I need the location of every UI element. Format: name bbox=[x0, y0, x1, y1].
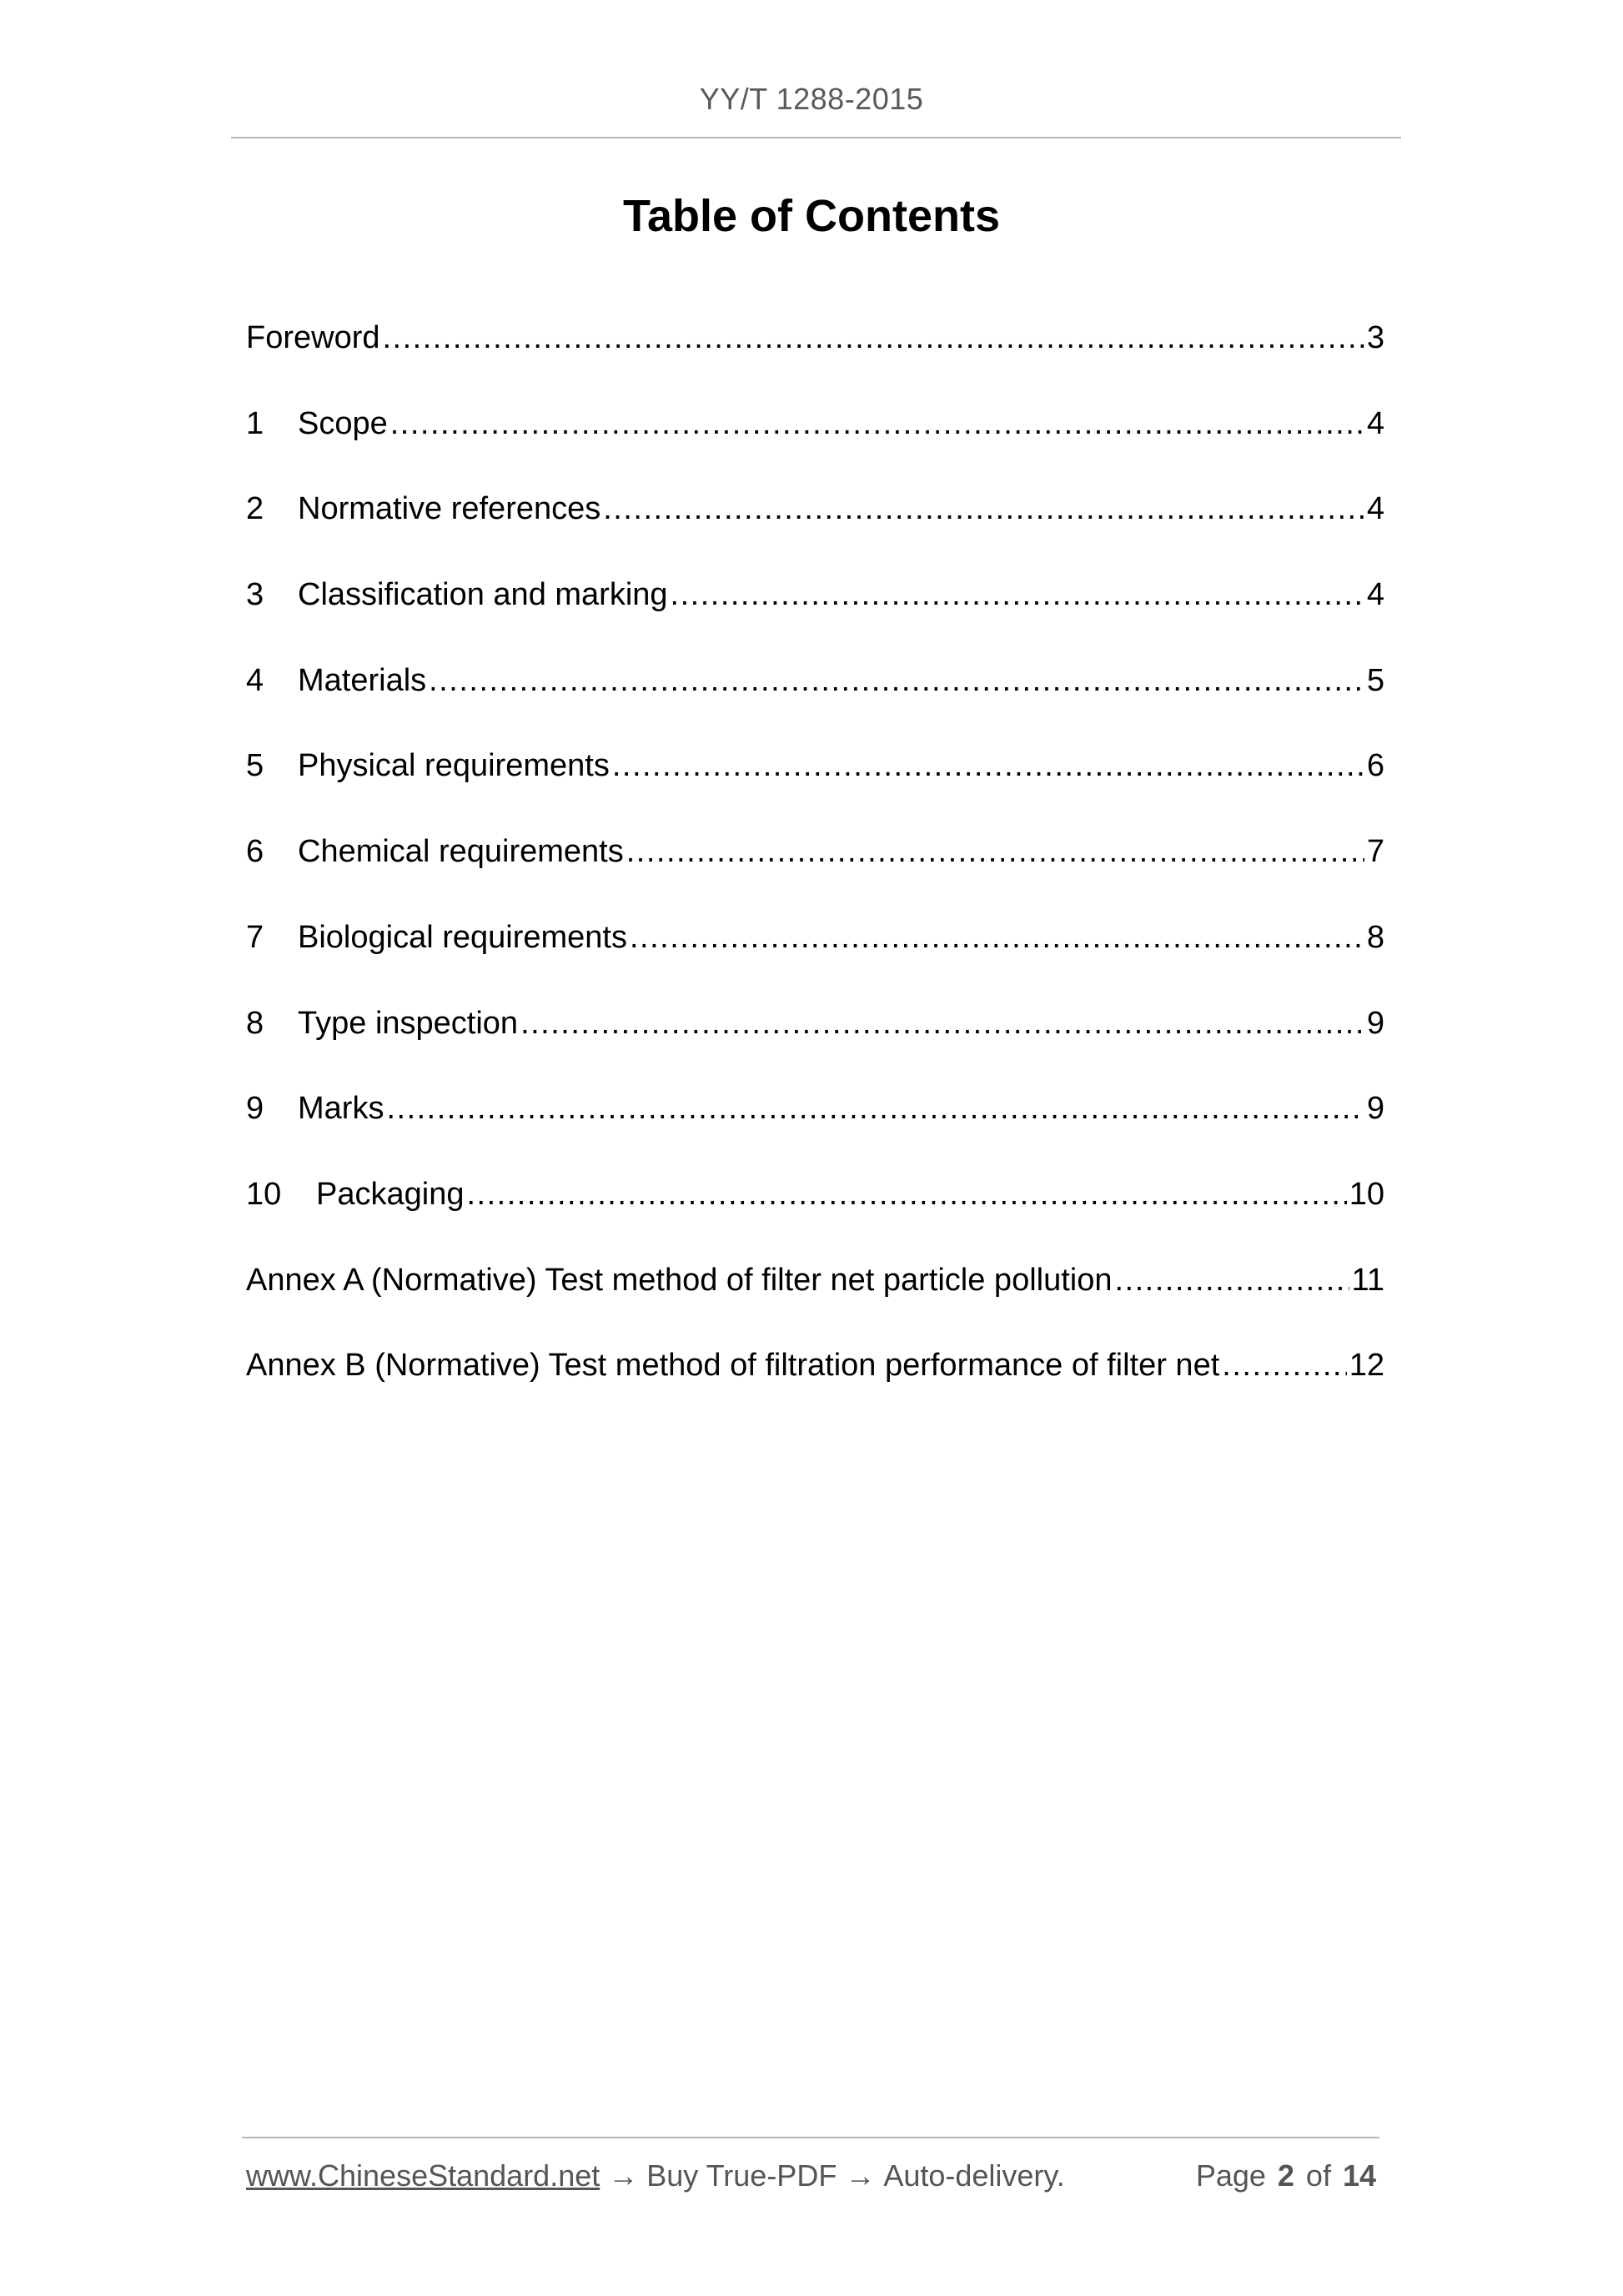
toc-leader-dots bbox=[603, 491, 1364, 527]
toc-leader-dots bbox=[390, 406, 1364, 442]
toc-entry-number: 3 bbox=[246, 577, 264, 613]
toc-entry-type-inspection[interactable] bbox=[246, 1006, 1384, 1092]
toc-leader-dots bbox=[466, 1177, 1346, 1213]
toc-entry-number: 2 bbox=[246, 491, 264, 527]
toc-entry-number: 9 bbox=[246, 1091, 264, 1127]
toc-entry-label: Type inspection bbox=[298, 1005, 519, 1041]
toc-entry-label: Materials bbox=[298, 662, 427, 698]
toc-entry-number: 1 bbox=[246, 405, 264, 441]
arrow-right-icon: → bbox=[845, 2158, 876, 2193]
toc-entry-page: 3 bbox=[1366, 320, 1384, 355]
website-link[interactable]: www.ChineseStandard.net bbox=[246, 2158, 600, 2193]
toc-entry-label: Annex B (Normative) Test method of filtration performance of filter net bbox=[246, 1348, 1220, 1384]
toc-leader-dots bbox=[383, 320, 1364, 356]
buy-text: Buy True-PDF bbox=[646, 2158, 837, 2193]
toc-entry-page: 12 bbox=[1349, 1348, 1384, 1384]
header-divider bbox=[231, 137, 1401, 138]
toc-leader-dots bbox=[1115, 1263, 1349, 1299]
toc-entry-page: 4 bbox=[1366, 405, 1384, 441]
toc-entry-label: Foreword bbox=[246, 320, 380, 355]
toc-leader-dots bbox=[520, 1006, 1364, 1042]
toc-entry-page: 4 bbox=[1366, 491, 1384, 527]
toc-leader-dots bbox=[630, 920, 1364, 956]
of-label: of bbox=[1305, 2158, 1331, 2193]
footer-promo bbox=[246, 2158, 1065, 2193]
toc-entry-normative-references[interactable] bbox=[246, 491, 1384, 577]
toc-entry-label: Classification and marking bbox=[298, 577, 668, 613]
toc-entry-page: 9 bbox=[1366, 1091, 1384, 1127]
toc-leader-dots bbox=[612, 748, 1364, 784]
toc-entry-number: 4 bbox=[246, 662, 264, 698]
toc-leader-dots bbox=[626, 834, 1364, 870]
toc-entry-page: 8 bbox=[1366, 919, 1384, 955]
toc-entry-chemical-requirements[interactable] bbox=[246, 834, 1384, 920]
toc-entry-page: 11 bbox=[1351, 1262, 1384, 1298]
delivery-text: Auto-delivery. bbox=[883, 2158, 1065, 2193]
toc-entry-biological-requirements[interactable] bbox=[246, 920, 1384, 1006]
footer-divider bbox=[242, 2137, 1379, 2138]
page-indicator bbox=[1196, 2158, 1376, 2193]
toc-entry-label: Physical requirements bbox=[298, 748, 610, 784]
toc-entry-page: 9 bbox=[1366, 1005, 1384, 1041]
toc-entry-packaging[interactable] bbox=[246, 1177, 1384, 1263]
toc-entry-annex-a[interactable] bbox=[246, 1263, 1384, 1349]
toc-entry-label: Biological requirements bbox=[298, 919, 627, 955]
document-code-header: YY/T 1288-2015 bbox=[699, 82, 924, 116]
toc-entry-number: 6 bbox=[246, 834, 264, 870]
arrow-right-icon: → bbox=[608, 2158, 639, 2193]
toc-entry-label: Normative references bbox=[298, 491, 601, 527]
toc-entry-number: 5 bbox=[246, 748, 264, 784]
toc-entry-materials[interactable] bbox=[246, 663, 1384, 749]
page-footer bbox=[246, 2158, 1376, 2193]
toc-entry-classification[interactable] bbox=[246, 577, 1384, 663]
toc-entry-marks[interactable] bbox=[246, 1091, 1384, 1177]
toc-entry-page: 10 bbox=[1349, 1176, 1384, 1212]
toc-entry-label: Annex A (Normative) Test method of filter net particle pollution bbox=[246, 1262, 1113, 1298]
page-title: Table of Contents bbox=[623, 191, 1000, 241]
toc-entry-page: 4 bbox=[1366, 577, 1384, 613]
toc-entry-page: 5 bbox=[1366, 662, 1384, 698]
toc-entry-label: Scope bbox=[298, 405, 388, 441]
toc-leader-dots bbox=[386, 1091, 1364, 1127]
toc-entry-number: 8 bbox=[246, 1005, 264, 1041]
toc-leader-dots bbox=[671, 577, 1364, 613]
toc-entry-label: Marks bbox=[298, 1091, 384, 1127]
toc-entry-number: 10 bbox=[246, 1176, 282, 1212]
toc-leader-dots bbox=[429, 663, 1364, 699]
toc-entry-physical-requirements[interactable] bbox=[246, 748, 1384, 834]
total-pages-number: 14 bbox=[1342, 2158, 1376, 2193]
page-label: Page bbox=[1195, 2158, 1266, 2193]
toc-entry-scope[interactable] bbox=[246, 406, 1384, 492]
toc-entry-page: 6 bbox=[1366, 748, 1384, 784]
toc-entry-label: Chemical requirements bbox=[298, 834, 624, 870]
table-of-contents bbox=[246, 320, 1384, 1434]
toc-entry-page: 7 bbox=[1366, 834, 1384, 870]
toc-entry-foreword[interactable] bbox=[246, 320, 1384, 406]
toc-entry-number: 7 bbox=[246, 919, 264, 955]
toc-leader-dots bbox=[1222, 1348, 1346, 1384]
toc-entry-label: Packaging bbox=[316, 1176, 465, 1212]
toc-entry-annex-b[interactable] bbox=[246, 1348, 1384, 1434]
current-page-number: 2 bbox=[1277, 2158, 1294, 2193]
